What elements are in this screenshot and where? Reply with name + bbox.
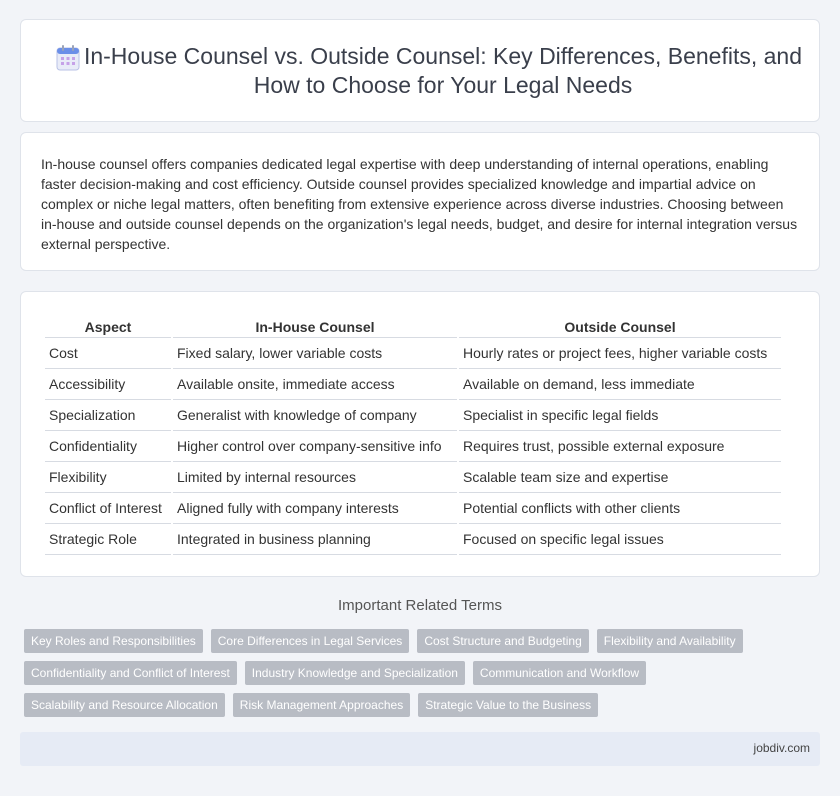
footer — [20, 732, 820, 766]
table-row — [45, 400, 781, 431]
related-term-tag[interactable]: Confidentiality and Conflict of Interest — [24, 661, 237, 685]
related-terms-heading: Important Related Terms — [338, 597, 502, 614]
table-cell: Available on demand, less immediate — [459, 369, 781, 400]
title-card — [20, 19, 820, 122]
table-cell: Accessibility — [45, 369, 171, 400]
table-cell: Requires trust, possible external exposure — [459, 431, 781, 462]
table-cell: Potential conflicts with other clients — [459, 493, 781, 524]
related-term-tag[interactable]: Communication and Workflow — [473, 661, 646, 685]
related-term-tag[interactable]: Core Differences in Legal Services — [211, 629, 410, 653]
table-cell: Cost — [45, 338, 171, 369]
table-cell: Aligned fully with company interests — [173, 493, 457, 524]
table-cell: Strategic Role — [45, 524, 171, 555]
table-cell: Flexibility — [45, 462, 171, 493]
table-cell: Higher control over company-sensitive info — [173, 431, 457, 462]
table-cell: Limited by internal resources — [173, 462, 457, 493]
footer-site-link[interactable]: jobdiv.com — [753, 741, 810, 755]
comparison-table — [43, 316, 783, 555]
table-cell: Conflict of Interest — [45, 493, 171, 524]
intro-paragraph: In-house counsel offers companies dedicated legal expertise with deep understanding of internal operations, enabling faster decision-making and cost efficiency. Outside counsel provides specialized knowledge and impartial advice on complex or niche legal matters, often benefiting from extensive experience across diverse industries. Choosing between in-house and outside counsel depends on the organization's legal needs, budget, and desire for internal integration versus external perspective. — [41, 156, 798, 252]
related-term-tag[interactable]: Scalability and Resource Allocation — [24, 693, 225, 717]
table-row — [45, 524, 781, 555]
related-term-tag[interactable]: Cost Structure and Budgeting — [417, 629, 588, 653]
related-term-tag[interactable]: Flexibility and Availability — [597, 629, 743, 653]
tag-row — [24, 693, 824, 717]
table-cell: Focused on specific legal issues — [459, 524, 781, 555]
column-header-aspect: Aspect — [45, 316, 171, 338]
related-terms-list — [24, 629, 824, 725]
table-header-row — [45, 316, 781, 338]
intro-card — [20, 132, 820, 271]
table-cell: Generalist with knowledge of company — [173, 400, 457, 431]
table-row — [45, 338, 781, 369]
table-cell: Specialist in specific legal fields — [459, 400, 781, 431]
tag-row — [24, 629, 824, 653]
table-cell: Confidentiality — [45, 431, 171, 462]
table-cell: Scalable team size and expertise — [459, 462, 781, 493]
table-cell: Fixed salary, lower variable costs — [173, 338, 457, 369]
table-row — [45, 369, 781, 400]
related-term-tag[interactable]: Strategic Value to the Business — [418, 693, 598, 717]
table-row — [45, 462, 781, 493]
comparison-card — [20, 291, 820, 577]
table-row — [45, 431, 781, 462]
tag-row — [24, 661, 824, 685]
related-term-tag[interactable]: Risk Management Approaches — [233, 693, 410, 717]
table-row — [45, 493, 781, 524]
table-cell: Integrated in business planning — [173, 524, 457, 555]
table-cell: Available onsite, immediate access — [173, 369, 457, 400]
related-term-tag[interactable]: Key Roles and Responsibilities — [24, 629, 203, 653]
column-header-in-house: In-House Counsel — [173, 316, 457, 338]
column-header-outside: Outside Counsel — [459, 316, 781, 338]
table-cell: Specialization — [45, 400, 171, 431]
related-term-tag[interactable]: Industry Knowledge and Specialization — [245, 661, 465, 685]
page-title: In-House Counsel vs. Outside Counsel: Key Differences, Benefits, and How to Choose for Your Legal Needs — [83, 42, 803, 98]
table-cell: Hourly rates or project fees, higher variable costs — [459, 338, 781, 369]
